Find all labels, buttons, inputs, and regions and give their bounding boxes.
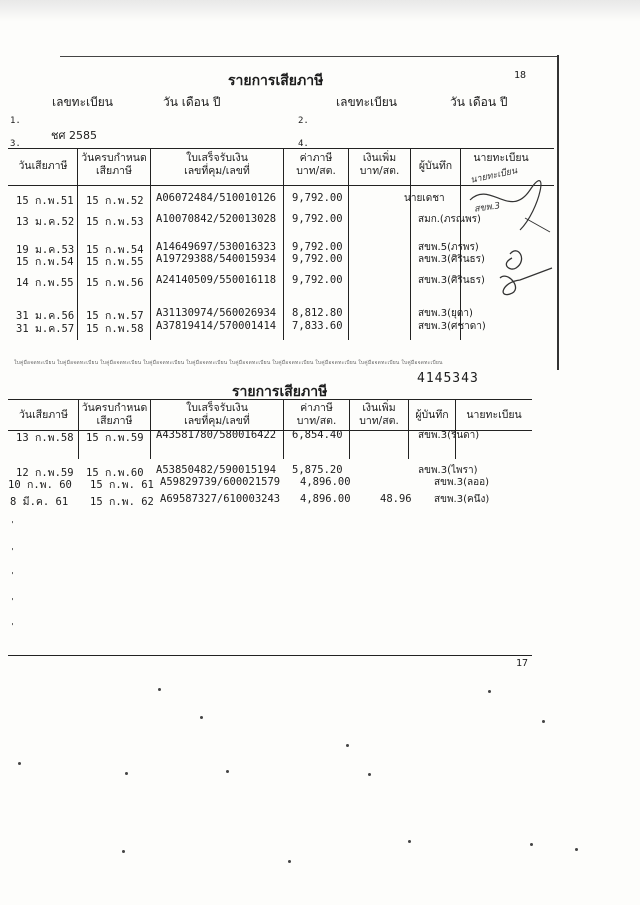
- margin-tick: ': [10, 547, 15, 556]
- sheet1-reg-index-2: 2.: [298, 116, 309, 126]
- row-date: 13 ม.ค.52: [16, 216, 75, 228]
- row-due: 15 ก.พ.56: [86, 277, 144, 289]
- row-receipt: A31130974/560026934: [156, 307, 277, 319]
- margin-tick: ': [10, 571, 15, 580]
- sheet2-col-header: เงินเพิ่ม บาท/สต.: [359, 402, 399, 427]
- row-tax: 9,792.00: [292, 274, 343, 286]
- sheet1-col-divider: [410, 148, 411, 340]
- scan-speck: [575, 848, 578, 851]
- scan-speck: [122, 850, 125, 853]
- sheet1-footer-strip: ใบคู่มือจดทะเบียน ใบคู่มือจดทะเบียน ใบคู่มือจดทะเบียน ใบคู่มือจดทะเบียน ใบคู่มือจดทะเบียน ใบคู่มือจดทะเบียน ใบคู่มือจดทะเบียน ใบคู่มือจดทะเบียน ใบคู่มือจดทะเบียน ใบคู่มือจดทะเบียน: [14, 360, 443, 366]
- row-recorder: สขพ.5(ภรพร): [418, 242, 479, 253]
- scan-top-smudge: [0, 0, 640, 22]
- row-date: 31 ม.ค.57: [16, 323, 75, 335]
- row-receipt: A10070842/520013028: [156, 213, 277, 225]
- row-recorder: สขพ.3(ศชาดา): [418, 321, 486, 332]
- row-receipt: A53850482/590015194: [156, 464, 277, 476]
- sheet1-reg-index-1: 1.: [10, 116, 21, 126]
- row-recorder: สขพ.3(ศิรินธร): [418, 275, 485, 286]
- row-date: 15 ก.พ.51: [16, 195, 74, 207]
- sheet2-title: รายการเสียภาษี: [232, 384, 328, 400]
- sheet1-title: รายการเสียภาษี: [228, 73, 324, 89]
- row-due: 15 ก.พ.58: [86, 323, 144, 335]
- sheet1-table-top-rule: [8, 148, 554, 149]
- row-tax: 9,792.00: [292, 253, 343, 265]
- row-due: 15 ก.พ.59: [86, 432, 144, 444]
- sheet1-col-header: ผู้บันทึก: [418, 160, 453, 172]
- row-date: 31 ม.ค.56: [16, 310, 75, 322]
- scan-speck: [368, 773, 371, 776]
- margin-tick: ': [10, 622, 15, 631]
- margin-tick: ': [10, 520, 15, 529]
- row-recorder: สขพ.3(รินดา): [418, 430, 480, 441]
- sheet2-col-header: ค่าภาษี บาท/สต.: [296, 402, 337, 427]
- sheet1-reg-index-3: 3.: [10, 139, 21, 149]
- sheet2-table-top-rule: [8, 399, 532, 400]
- sheet1-col-header: วันเสียภาษี: [18, 160, 68, 172]
- scan-speck: [158, 688, 161, 691]
- scan-speck: [408, 840, 411, 843]
- sheet1-head-reg-2: เลขทะเบียน: [336, 95, 397, 109]
- sheet-upper-top-edge: [60, 56, 557, 57]
- sheet2-col-header: วันครบกำหนด เสียภาษี: [81, 402, 148, 427]
- row-date: 8 มี.ค. 61: [10, 496, 69, 508]
- sheet1-reg-index-4: 4.: [298, 139, 309, 149]
- sheet2-col-header: ผู้บันทึก: [415, 409, 449, 421]
- sheet1-col-header: ใบเสร็จรับเงิน เลขที่คุม/เลขที่: [184, 152, 250, 177]
- row-tax: 8,812.80: [292, 307, 343, 319]
- row-date: 19 ม.ค.53: [16, 244, 75, 256]
- scan-speck: [288, 860, 291, 863]
- scan-speck: [200, 716, 203, 719]
- row-date: 14 ก.พ.55: [16, 277, 74, 289]
- row-recorder: สขพ.3(ยุดา): [418, 308, 473, 319]
- row-tax: 9,792.00: [292, 241, 343, 253]
- scan-speck: [530, 843, 533, 846]
- row-due: 15 ก.พ.55: [86, 256, 144, 268]
- sheet1-head-date-2: วัน เดือน ปี: [450, 95, 508, 109]
- registrar-stamp: นายทะเบียน: [469, 166, 519, 186]
- row-recorder: ลขพ.3(ไพรา): [418, 465, 478, 476]
- row-tax: 4,896.00: [300, 493, 351, 505]
- row-date: 12 ก.พ.59: [16, 467, 74, 479]
- margin-tick: ': [10, 597, 15, 606]
- sheet2-col-header: นายทะเบียน: [466, 409, 522, 421]
- row-recorder: ลขพ.3(ศิรินธร): [418, 254, 485, 265]
- scan-speck: [542, 720, 545, 723]
- scan-speck: [488, 690, 491, 693]
- scan-speck: [346, 744, 349, 747]
- row-receipt: A14649697/530016323: [156, 241, 277, 253]
- sheet2-col-divider: [408, 399, 409, 459]
- sheet1-col-header: นายทะเบียน: [473, 152, 529, 164]
- row-tax: 6,854.40: [292, 429, 343, 441]
- row-recorder: นายเดชา: [404, 193, 445, 204]
- row-recorder: สขพ.3(ลออ): [434, 477, 490, 488]
- row-due: 15 ก.พ. 62: [90, 496, 154, 508]
- row-date: 15 ก.พ.54: [16, 256, 74, 268]
- row-surcharge: 48.96: [380, 493, 412, 505]
- sheet1-head-reg-1: เลขทะเบียน: [52, 95, 113, 109]
- registrar-stamp: สขพ.3: [473, 201, 501, 215]
- row-recorder: สมก.(ภรณพร): [418, 214, 481, 225]
- sheet2-col-header: วันเสียภาษี: [19, 409, 68, 421]
- row-tax: 9,792.00: [292, 192, 343, 204]
- sheet1-head-date-1: วัน เดือน ปี: [163, 95, 221, 109]
- scan-speck: [125, 772, 128, 775]
- sheet1-col-header: วันครบกำหนด เสียภาษี: [81, 152, 147, 177]
- row-receipt: A24140509/550016118: [156, 274, 277, 286]
- sheet2-col-header: ใบเสร็จรับเงิน เลขที่คุม/เลขที่: [184, 402, 250, 427]
- row-due: 15 ก.พ.52: [86, 195, 144, 207]
- row-tax: 5,875.20: [292, 464, 343, 476]
- row-tax: 7,833.60: [292, 320, 343, 332]
- row-tax: 4,896.00: [300, 476, 351, 488]
- row-due: 15 ก.พ.53: [86, 216, 144, 228]
- row-receipt: A19729388/540015934: [156, 253, 277, 265]
- row-receipt: A43581780/580016422: [156, 429, 277, 441]
- sheet1-serial-number: 4145343: [417, 371, 479, 386]
- sheet1-col-header: ค่าภาษี บาท/สต.: [296, 152, 336, 177]
- sheet2-page-number: 17: [516, 658, 529, 669]
- row-receipt: A06072484/510010126: [156, 192, 277, 204]
- row-tax: 9,792.00: [292, 213, 343, 225]
- signature-scribbles: [440, 160, 560, 300]
- row-date: 13 ก.พ.58: [16, 432, 74, 444]
- scan-speck: [226, 770, 229, 773]
- row-receipt: A37819414/570001414: [156, 320, 277, 332]
- sheet1-reg-value: ชศ 2585: [51, 129, 97, 142]
- row-receipt: A59829739/600021579: [160, 476, 281, 488]
- row-due: 15 ก.พ.54: [86, 244, 144, 256]
- row-due: 15 ก.พ.60: [86, 467, 144, 479]
- row-recorder: สขพ.3(คนึง): [434, 494, 490, 505]
- row-due: 15 ก.พ.57: [86, 310, 144, 322]
- sheet2-bottom-rule: [8, 655, 532, 656]
- row-receipt: A69587327/610003243: [160, 493, 281, 505]
- sheet1-page-number: 18: [514, 70, 527, 81]
- row-date: 10 ก.พ. 60: [8, 479, 72, 491]
- sheet1-col-header: เงินเพิ่ม บาท/สต.: [359, 152, 400, 177]
- row-due: 15 ก.พ. 61: [90, 479, 154, 491]
- scan-speck: [18, 762, 21, 765]
